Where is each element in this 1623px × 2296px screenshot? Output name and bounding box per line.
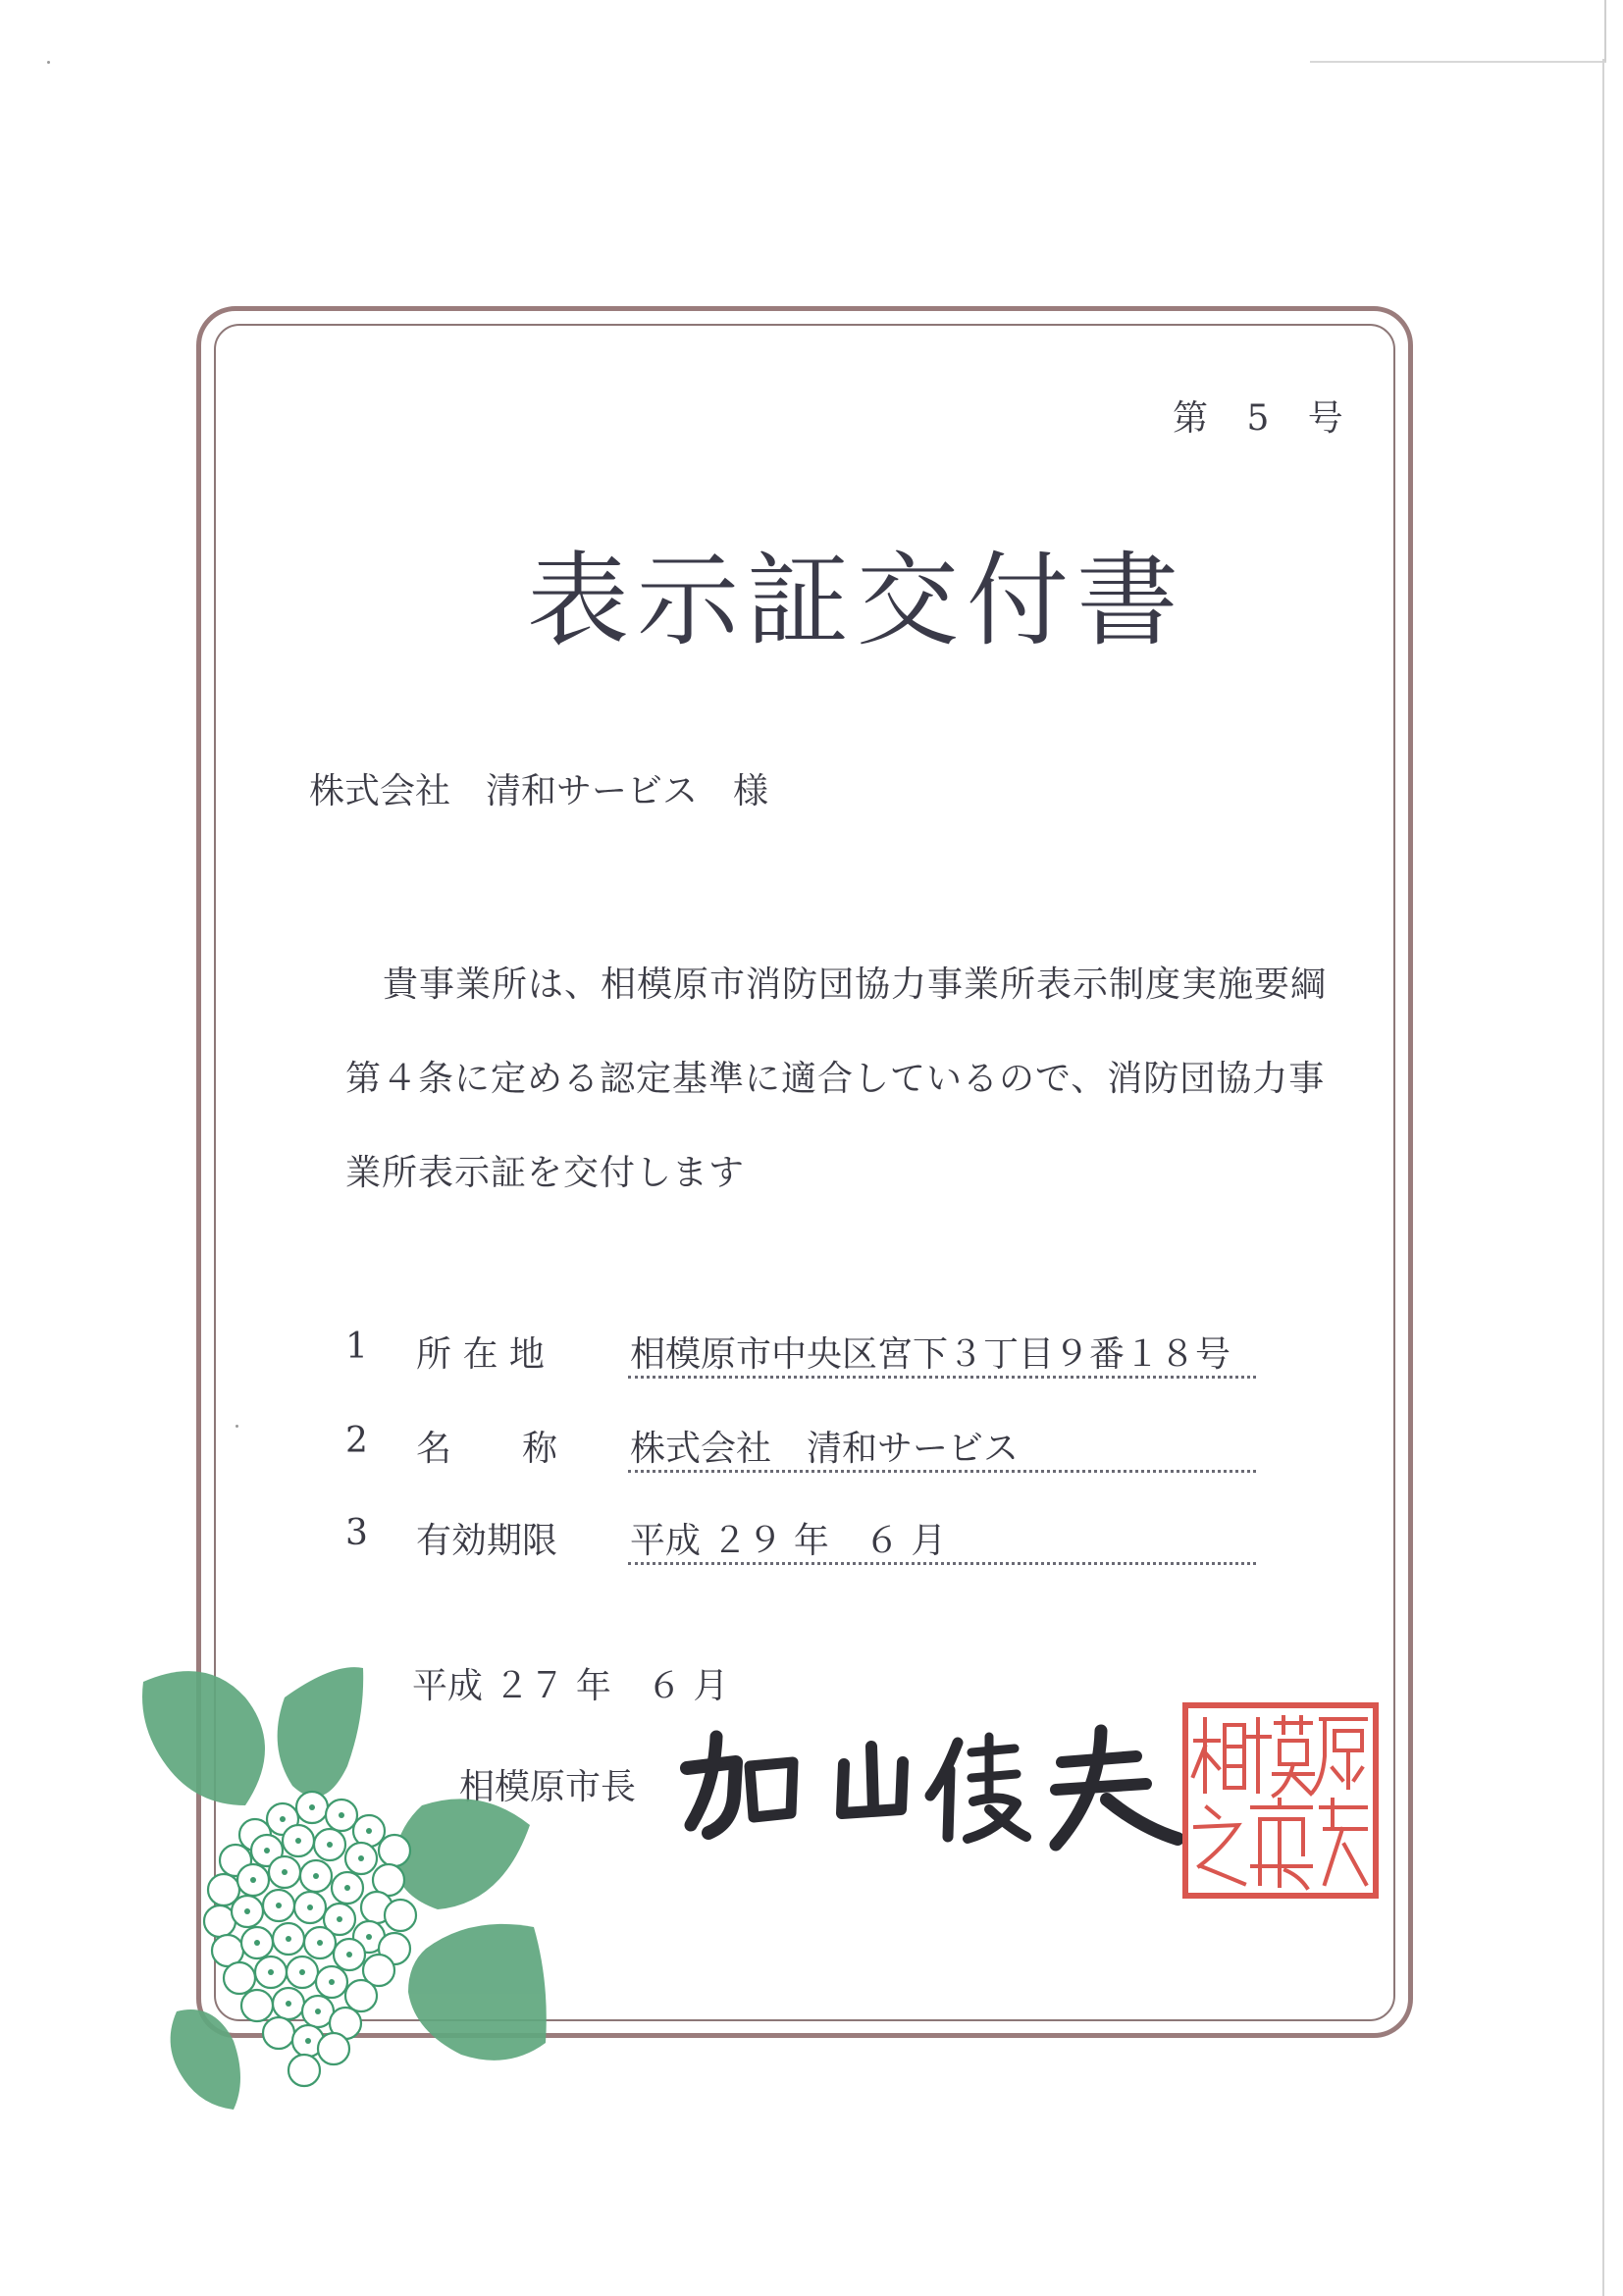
item-name bbox=[345, 1421, 1268, 1480]
dotted-underline bbox=[628, 1376, 1256, 1379]
item-label: 所 在 地 bbox=[416, 1334, 545, 1375]
item-value: 相模原市中央区宮下３丁目９番１８号 bbox=[630, 1334, 1231, 1375]
item-expiry bbox=[345, 1513, 1268, 1572]
item-number: 3 bbox=[345, 1513, 368, 1553]
issue-date: 平成 ２７ 年 ６ 月 bbox=[412, 1666, 729, 1706]
scan-edge-right bbox=[1602, 59, 1604, 2296]
body-text-line-2: 第４条に定める認定基準に適合しているので、消防団協力事 bbox=[345, 1059, 1326, 1099]
item-value: 平成 ２９ 年 ６ 月 bbox=[630, 1521, 947, 1561]
hydrangea-illustration bbox=[137, 1658, 657, 2159]
scan-speck bbox=[47, 61, 50, 64]
recipient-name: 株式会社 清和サービス 様 bbox=[309, 771, 769, 811]
scan-edge-top bbox=[1310, 0, 1606, 63]
issuer-title: 相模原市長 bbox=[459, 1767, 637, 1807]
body-text-line-3: 業所表示証を交付します bbox=[345, 1153, 746, 1193]
item-address bbox=[345, 1327, 1268, 1385]
certificate-title: 表示証交付書 bbox=[527, 541, 1187, 660]
certificate-number: 第 5 号 bbox=[1173, 398, 1357, 439]
item-number: 2 bbox=[345, 1421, 368, 1461]
item-label: 名 称 bbox=[416, 1429, 558, 1469]
official-seal bbox=[1178, 1697, 1384, 1904]
item-value: 株式会社 清和サービス bbox=[630, 1429, 1020, 1469]
item-number: 1 bbox=[345, 1327, 368, 1367]
dotted-underline bbox=[628, 1562, 1256, 1565]
dotted-underline bbox=[628, 1470, 1256, 1473]
item-label: 有効期限 bbox=[416, 1521, 558, 1561]
body-text-line-1: 貴事業所は、相模原市消防団協力事業所表示制度実施要綱 bbox=[383, 965, 1328, 1005]
handwritten-signature bbox=[677, 1707, 1187, 1854]
